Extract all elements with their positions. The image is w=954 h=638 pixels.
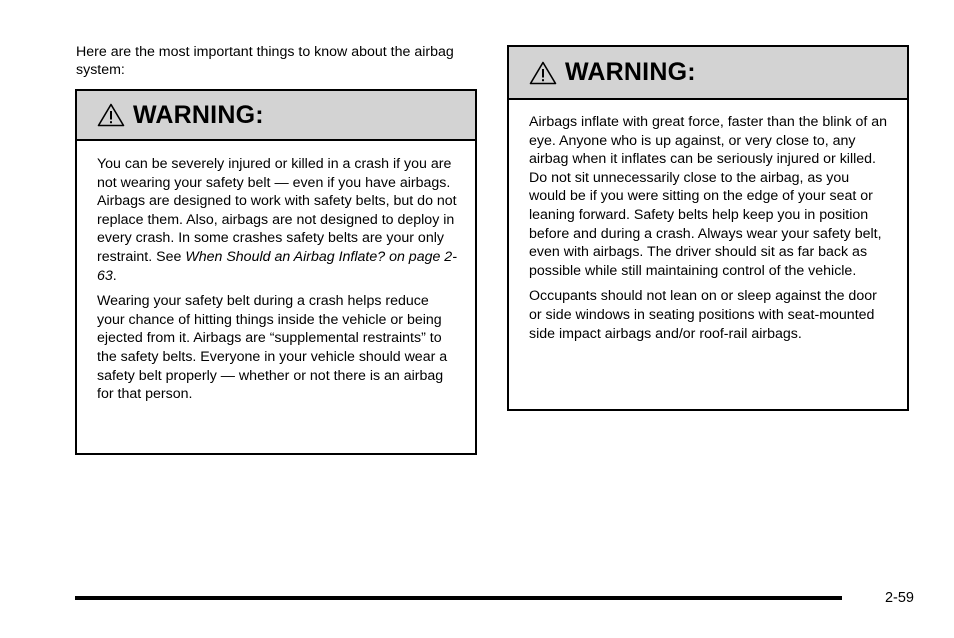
warning-paragraph-text: You can be severely injured or killed in a crash if you are not wearing your safety belt — even if you have airbags. Airbags are designed to work with safety belts, but do not replace them. Also, airbags are not designed to deploy in every crash. In some crashes safety belts are your only restraint. See [97,156,457,265]
warning-paragraph [97,155,457,285]
page-number: 2-59 [884,590,914,606]
warning-box-airbag-force [507,45,909,411]
warning-paragraph-end: . [112,267,117,284]
warning-box-safety-belts [75,89,477,455]
warning-header [509,47,907,100]
cross-reference-link[interactable]: When Should an Airbag Inflate? on page 2-63 [97,248,457,284]
warning-triangle-icon [97,103,125,127]
warning-title: WARNING: [565,58,696,86]
warning-body [77,141,475,404]
warning-paragraph: Occupants should not lean on or sleep against the door or side windows in seating positions with seat-mounted side impact airbags and/or roof-rail airbags. [529,288,877,342]
warning-body [509,100,907,343]
footer-rule [75,596,842,600]
warning-paragraph: Wearing your safety belt during a crash helps reduce your chance of hitting things inside the vehicle or being ejected from it. Airbags are “supplemental restraints” to the safety belts. Everyone in your vehicle should wear a safety belt properly — whether or not there is an airbag for that person. [97,293,448,403]
warning-paragraph: Airbags inflate with great force, faster than the blink of an eye. Anyone who is up against, or very close to, any airbag when it inflates can be seriously injured or killed. Do not sit unnecessarily close to the airbag, as you would be if you were sitting on the edge of your seat or leaning forward. Safety belts help keep you in position before and during a crash. Always wear your safety belt, even with airbags. The driver should sit as far back as possible while still maintaining control of the vehicle. [529,114,888,279]
warning-triangle-icon [529,61,557,85]
warning-header [77,91,475,141]
warning-title: WARNING: [133,100,264,129]
intro-text: Here are the most important things to know about the airbag system: [76,44,454,78]
